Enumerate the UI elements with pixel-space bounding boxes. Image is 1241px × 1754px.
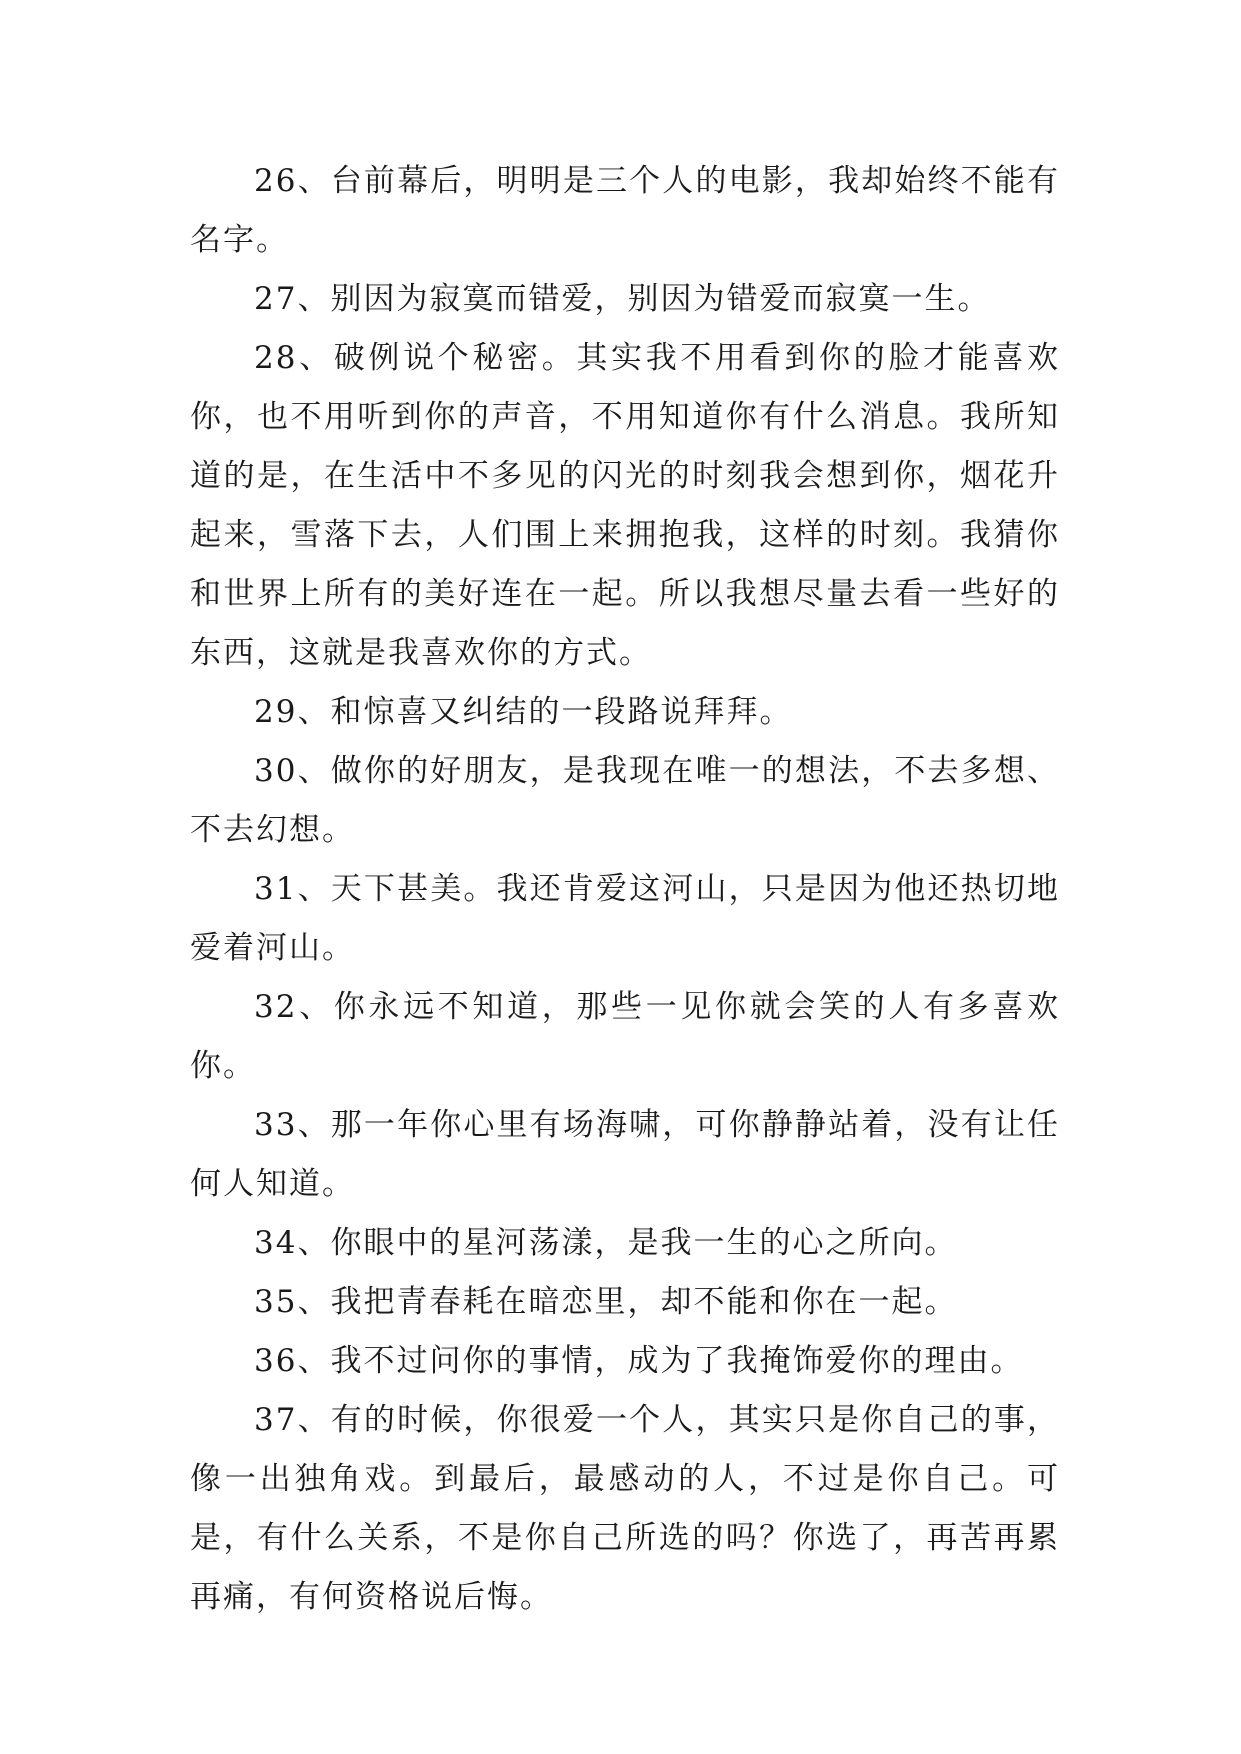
paragraph-28: 28、破例说个秘密。其实我不用看到你的脸才能喜欢你，也不用听到你的声音，不用知道你有什么消息。我所知道的是，在生活中不多见的闪光的时刻我会想到你，烟花升起来，雪落下去，人们围上来拥抱我，这样的时刻。我猜你和世界上所有的美好连在一起。所以我想尽量去看一些好的东西，这就是我喜欢你的方式。 [190, 340, 1060, 671]
paragraph-37: 37、有的时候，你很爱一个人，其实只是你自己的事，像一出独角戏。到最后，最感动的人，不过是你自己。可是，有什么关系，不是你自己所选的吗？你选了，再苦再累再痛，有何资格说后悔。 [190, 1402, 1060, 1615]
paragraph-36: 36、我不过问你的事情，成为了我掩饰爱你的理由。 [254, 1343, 1024, 1379]
document-body [190, 152, 1060, 1627]
paragraph-33: 33、那一年你心里有场海啸，可你静静站着，没有让任何人知道。 [190, 1107, 1060, 1202]
paragraph-30: 30、做你的好朋友，是我现在唯一的想法，不去多想、不去幻想。 [190, 753, 1060, 848]
paragraph-34: 34、你眼中的星河荡漾，是我一生的心之所向。 [254, 1225, 958, 1261]
paragraph-27: 27、别因为寂寞而错爱，别因为错爱而寂寞一生。 [254, 281, 991, 317]
paragraph-31: 31、天下甚美。我还肯爱这河山，只是因为他还热切地爱着河山。 [190, 871, 1060, 966]
paragraph-29: 29、和惊喜又纠结的一段路说拜拜。 [254, 694, 793, 730]
paragraph-26: 26、台前幕后，明明是三个人的电影，我却始终不能有名字。 [190, 163, 1060, 258]
paragraph-35: 35、我把青春耗在暗恋里，却不能和你在一起。 [254, 1284, 958, 1320]
paragraph-32: 32、你永远不知道，那些一见你就会笑的人有多喜欢你。 [190, 989, 1060, 1084]
